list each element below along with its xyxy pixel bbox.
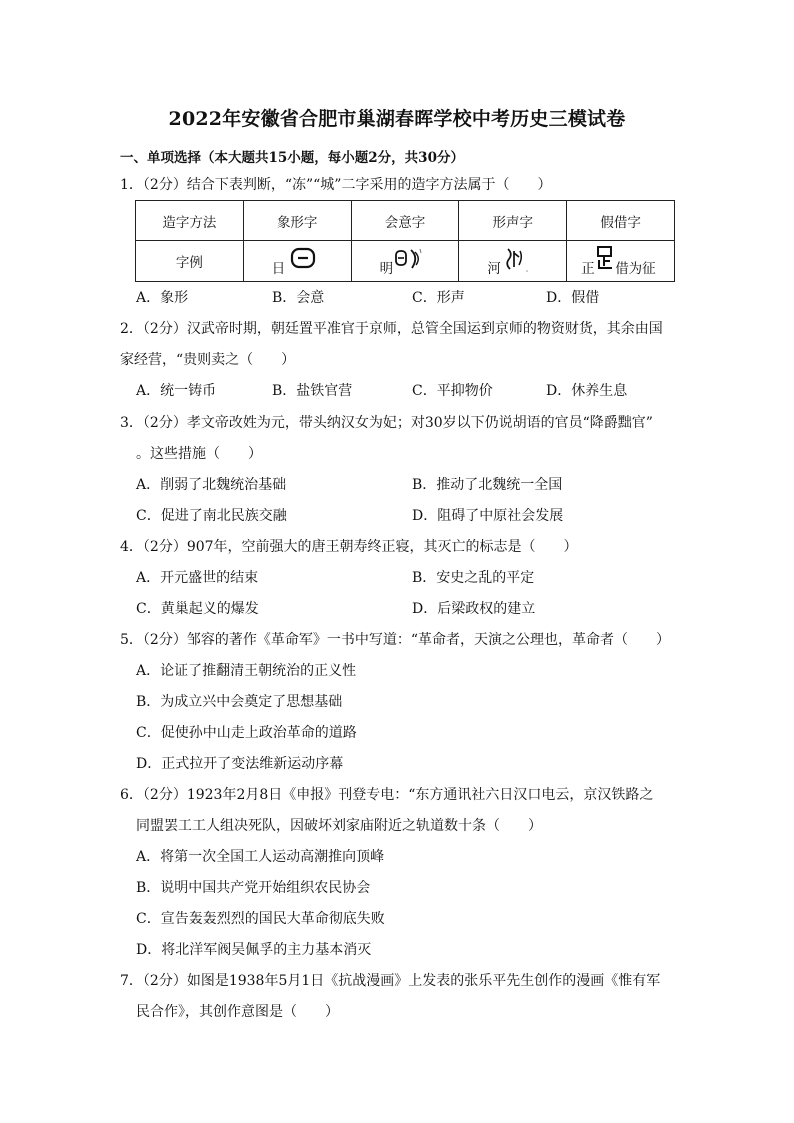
question-4-stem: 4．（2分）907年，空前强大的唐王朝寿终正寝，其灭亡的标志是（ ） <box>120 539 578 555</box>
q2-option-b: B．盐铁官营 <box>272 383 353 399</box>
question-2-stem: 2．（2分）汉武帝时期，朝廷置平准官于京师，总管全国运到京师的物资财货，其余由国 <box>120 321 663 337</box>
table-header-cell: 假借字 <box>567 201 675 241</box>
q4-option-a: A．开元盛世的结束 <box>136 570 259 586</box>
q3-option-b: B．推动了北魏统一全国 <box>412 477 563 493</box>
q1-option-a: A．象形 <box>136 290 189 306</box>
example-cell-ri <box>243 241 351 282</box>
page-title: 2022年安徽省合肥市巢湖春晖学校中考历史三模试卷 <box>168 108 626 130</box>
q5-option-c: C．促使孙中山走上政治革命的道路 <box>136 725 357 741</box>
question-3-stem: 3．（2分）孝文帝改姓为元，带头纳汉女为妃；对30岁以下仍说胡语的官员“降爵黜官” <box>120 415 653 431</box>
oracle-zheng-glyph-icon <box>595 245 615 271</box>
q6-option-d: D．将北洋军阀吴佩孚的主力基本消灭 <box>136 942 372 958</box>
jiajie-note: 借为征 <box>615 261 656 277</box>
q6-option-c: C．宣告轰轰烈烈的国民大革命彻底失败 <box>136 911 385 927</box>
oracle-he-glyph-icon <box>503 247 533 273</box>
example-char-zheng: 正 <box>581 261 595 277</box>
q4-option-c: C．黄巢起义的爆发 <box>136 601 259 617</box>
q3-option-c: C．促进了南北民族交融 <box>136 508 287 524</box>
table-header-cell: 形声字 <box>459 201 567 241</box>
question-1-stem: 1．（2分）结合下表判断，“冻”“城”二字采用的造字方法属于（ ） <box>120 177 552 193</box>
example-cell-ming <box>351 241 459 282</box>
q3-option-d: D．阻碍了中原社会发展 <box>412 508 564 524</box>
example-char-ri: 日 <box>271 261 286 277</box>
question-5-stem: 5．（2分）邹容的著作《革命军》一书中写道：“革命者，天演之公理也，革命者（ ） <box>120 632 670 648</box>
question-7-stem-cont: 民合作》，其创作意图是（ ） <box>136 1004 339 1020</box>
table-header-cell: 造字方法 <box>136 201 244 241</box>
question-3-stem-cont: 。这些措施（ ） <box>136 446 262 462</box>
question-7-stem: 7．（2分）如图是1938年5月1日《抗战漫画》上发表的张乐平先生创作的漫画《惟有军 <box>120 973 661 989</box>
q1-option-d: D．假借 <box>546 290 600 306</box>
q5-option-a: A．论证了推翻清王朝统治的正义性 <box>136 663 357 679</box>
table-header-cell: 象形字 <box>243 201 351 241</box>
q2-option-d: D．休养生息 <box>546 383 628 399</box>
table-row-label: 字例 <box>136 241 244 282</box>
table-header-cell: 会意字 <box>351 201 459 241</box>
question-2-stem-cont: 家经营，“贵则卖之（ ） <box>120 352 296 368</box>
q6-option-a: A．将第一次全国工人运动高潮推向顶峰 <box>136 849 385 865</box>
example-cell-zheng <box>567 241 675 282</box>
q5-option-d: D．正式拉开了变法维新运动序幕 <box>136 756 344 772</box>
q6-option-b: B．说明中国共产党开始组织农民协会 <box>136 880 371 896</box>
q2-option-a: A．统一铸币 <box>136 383 217 399</box>
q1-option-c: C．形声 <box>412 290 465 306</box>
question-6-stem: 6．（2分）1923年2月8日《申报》刊登专电：“东方通讯社六日汉口电云，京汉铁路之 <box>120 787 654 803</box>
table-header-row <box>136 201 675 241</box>
q1-option-b: B．会意 <box>272 290 325 306</box>
section-heading: 一、单项选择（本大题共15小题，每小题2分，共30分） <box>120 150 464 166</box>
example-char-ming: 明 <box>379 261 394 277</box>
character-formation-table <box>135 200 675 282</box>
question-6-stem-cont: 同盟罢工工人组决死队，因破坏刘家庙附近之轨道数十条（ ） <box>136 818 542 834</box>
q5-option-b: B．为成立兴中会奠定了思想基础 <box>136 694 343 710</box>
q4-option-d: D．后梁政权的建立 <box>412 601 536 617</box>
oracle-ming-glyph-icon <box>394 247 426 271</box>
q2-option-c: C．平抑物价 <box>412 383 493 399</box>
example-cell-he <box>459 241 567 282</box>
table-example-row <box>136 241 675 282</box>
q4-option-b: B．安史之乱的平定 <box>412 570 535 586</box>
q3-option-a: A．削弱了北魏统治基础 <box>136 477 287 493</box>
oracle-ri-glyph-icon <box>290 247 316 269</box>
example-char-he: 河 <box>487 261 501 277</box>
